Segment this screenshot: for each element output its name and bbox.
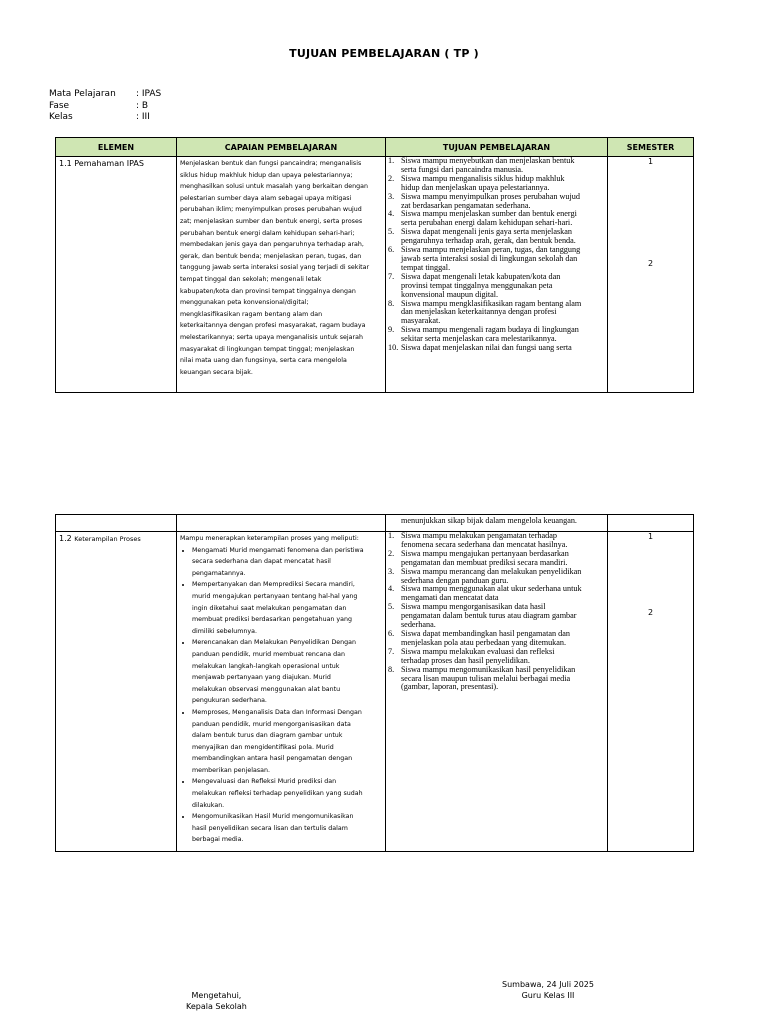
- capaian-line: membedakan jenis gaya dan pengaruhnya terhadap arah,: [180, 241, 364, 249]
- capaian-line: tanggung jawab serta interaksi sosial yang terjadi di sekitar: [180, 264, 370, 272]
- header-tujuan: TUJUAN PEMBELAJARAN: [386, 138, 608, 157]
- capaian-line: • Merencanakan dan Melakukan Penyelidikan Dengan: [192, 639, 357, 647]
- tujuan-cell: [386, 532, 608, 852]
- elemen-number: 1.2: [59, 534, 72, 543]
- objective-item: [388, 568, 605, 586]
- objective-line: pengamatan dan membuat prediksi secara mandiri.: [401, 557, 568, 567]
- capaian-line: membandingkan antara hasil pengamatan dengan: [192, 755, 353, 763]
- objective-line: sederhana.: [401, 620, 436, 630]
- objective-line: Siswa mampu mengenali ragam budaya di lingkungan: [401, 325, 579, 335]
- table-row: [56, 515, 694, 532]
- capaian-line: • Mengamati Murid mengamati fenomena dan peristiwa: [192, 546, 364, 554]
- objective-text: [401, 630, 605, 648]
- capaian-line: panduan pendidik, murid membuat rencana dan: [192, 650, 345, 658]
- capaian-line: mengklasifikasikan ragam bentang alam dan: [180, 310, 323, 318]
- objective-number: 4.: [388, 209, 395, 219]
- capaian-bullet: [192, 811, 382, 846]
- capaian-line: melestarikannya; serta upaya menganalisis untuk sejarah: [180, 333, 363, 341]
- objective-line: dan menjelaskan keterkaitannya dengan profesi: [401, 307, 557, 317]
- objective-number: 4.: [388, 584, 395, 594]
- elemen-cell: 1.1 Pemahaman IPAS: [56, 157, 177, 393]
- capaian-line: • Memproses, Menganalisis Data dan Informasi Dengan: [192, 708, 362, 716]
- capaian-cell: [177, 157, 386, 393]
- signature-line: Guru Kelas III: [521, 991, 575, 1000]
- objective-text: [401, 273, 605, 300]
- objective-number: 6.: [388, 628, 395, 638]
- capaian-line: gerak, dan bentuk benda; menjelaskan peran, tugas, dan: [180, 252, 362, 260]
- capaian-bullet: [192, 579, 382, 637]
- meta-class: [49, 112, 161, 124]
- objective-line: Siswa mampu menganalisis siklus hidup makhluk: [401, 173, 565, 183]
- signature-principal: [186, 990, 247, 1012]
- objective-text: [401, 344, 605, 353]
- capaian-intro: Mampu menerapkan keterampilan proses yang meliputi:: [180, 535, 359, 542]
- objective-number: 3.: [388, 191, 395, 201]
- capaian-line: nilai mata uang dan fungsinya, serta cara mengelola: [180, 357, 347, 365]
- objective-text: [401, 246, 605, 273]
- empty-cell: [177, 515, 386, 532]
- objective-text: [401, 157, 605, 175]
- objective-number: 8.: [388, 664, 395, 674]
- objective-text: [401, 326, 605, 344]
- objective-line: zat berdasarkan pengamatan sederhana.: [401, 200, 531, 210]
- meta-value: : B: [136, 100, 149, 111]
- capaian-line: perubahan iklim; menyimpulkan proses perubahan wujud: [180, 206, 362, 214]
- objective-line: hidup dan menjelaskan upaya pelestariannya.: [401, 182, 550, 192]
- objective-list: [388, 157, 605, 353]
- objective-line: terhadap proses dan hasil penyelidikan.: [401, 655, 530, 665]
- objective-line: Siswa mampu mengajukan pertanyaan berdasarkan: [401, 548, 569, 558]
- semester-value: 2: [647, 259, 654, 268]
- capaian-line: dilakukan.: [192, 801, 225, 809]
- objective-text: [401, 550, 605, 568]
- objective-line: Siswa mampu melakukan evaluasi dan refleksi: [401, 646, 555, 656]
- objective-line: Siswa dapat mengenali jenis gaya serta menjelaskan: [401, 227, 572, 237]
- capaian-line: dalam bentuk turus dan diagram gambar untuk: [192, 732, 343, 740]
- empty-cell: [608, 515, 694, 532]
- objective-line: sekitar serta menjelaskan cara melestarikannya.: [401, 334, 557, 344]
- objective-line: Siswa mampu menjelaskan sumber dan bentuk energi: [401, 209, 577, 219]
- capaian-line: • Mengomunikasikan Hasil Murid mengomunikasikan: [192, 813, 354, 821]
- objective-line: Siswa mampu menggunakan alat ukur sederhana untuk: [401, 584, 582, 594]
- objective-number: 3.: [388, 566, 395, 576]
- capaian-line: keterkaitannya dengan profesi masyarakat, ragam budaya: [180, 322, 366, 330]
- table-header-row: [56, 138, 694, 157]
- objective-item: [388, 228, 605, 246]
- capaian-line: dimiliki sebelumnya.: [192, 627, 258, 635]
- capaian-line: pengamatannya.: [192, 569, 246, 577]
- capaian-line: menyajikan dan mengidentifikasi pola. Murid: [192, 743, 334, 751]
- table-row: [56, 157, 694, 393]
- objective-line: fenomena secara sederhana dan mencatat hasilnya.: [401, 539, 568, 549]
- empty-cell: [56, 515, 177, 532]
- objective-line: tempat tinggal.: [401, 262, 451, 272]
- objective-text: [401, 648, 605, 666]
- meta-subject: [49, 89, 161, 101]
- objective-text: [401, 300, 605, 327]
- capaian-line: hasil penyelidikan secara lisan dan tertulis dalam: [192, 824, 348, 832]
- objective-line: Siswa mampu menjelaskan peran, tugas, dan tanggung: [401, 245, 581, 255]
- objective-line: masyarakat.: [401, 316, 441, 326]
- meta-label: Mata Pelajaran: [49, 89, 116, 99]
- page-gap: [0, 400, 768, 512]
- elemen-cell: [56, 532, 177, 852]
- objective-item: [388, 532, 605, 550]
- objective-line: secara lisan maupun tulisan melalui berbagai media: [401, 673, 571, 683]
- objective-number: 2.: [388, 548, 395, 558]
- objective-line: jawab serta interaksi sosial di lingkungan sekolah dan: [401, 253, 578, 263]
- objective-line: Siswa mampu mengorganisasikan data hasil: [401, 602, 546, 612]
- header-elemen: ELEMEN: [56, 138, 177, 157]
- learning-objectives-table: [55, 137, 694, 393]
- capaian-line: menghasilkan solusi untuk masalah yang berkaitan dengan: [180, 183, 368, 191]
- capaian-line: ingin diketahui saat melakukan pengamatan dan: [192, 604, 347, 612]
- objective-item: [388, 157, 605, 175]
- document-meta: [49, 89, 161, 124]
- objective-number: 8.: [388, 298, 395, 308]
- objective-line: Siswa dapat membandingkan hasil pengamatan dan: [401, 628, 570, 638]
- semester-value: 2: [647, 608, 654, 617]
- objective-item: [388, 175, 605, 193]
- signature-line: Mengetahui,: [191, 991, 242, 1000]
- objective-number: 9.: [388, 325, 395, 335]
- meta-value: : IPAS: [136, 89, 162, 99]
- objective-item: [388, 585, 605, 603]
- learning-objectives-table-continued: [55, 514, 694, 852]
- objective-item: [388, 550, 605, 568]
- semester-value: 1: [647, 157, 654, 166]
- objective-number: 7.: [388, 271, 395, 281]
- capaian-line: menjawab pertanyaan yang diajukan. Murid: [192, 674, 331, 682]
- objective-line: provinsi tempat tinggalnya menggunakan peta: [401, 280, 553, 290]
- objective-line: Siswa mampu mengomunikasikan hasil penyelidikan: [401, 664, 576, 674]
- objective-text: [401, 532, 605, 550]
- capaian-line: siklus hidup makhluk hidup dan upaya pelestariannya;: [180, 171, 353, 179]
- objective-item: [388, 326, 605, 344]
- objective-item: [388, 648, 605, 666]
- signature-line: Kepala Sekolah: [186, 1002, 247, 1011]
- signature-teacher: [496, 979, 600, 1001]
- objective-text: [401, 666, 605, 693]
- objective-number: 2.: [388, 173, 395, 183]
- objective-number: 7.: [388, 646, 395, 656]
- objective-line: pengaruhnya terhadap arah, gerak, dan bentuk benda.: [401, 236, 576, 246]
- meta-label: Kelas: [49, 112, 73, 122]
- meta-value: : III: [136, 112, 150, 122]
- objective-text: [401, 585, 605, 603]
- objective-number: 10.: [388, 343, 399, 353]
- objective-item: [388, 630, 605, 648]
- objective-text: [401, 228, 605, 246]
- tujuan-cell: [386, 157, 608, 393]
- objective-line: Siswa dapat menjelaskan nilai dan fungsi uang serta: [401, 343, 572, 353]
- capaian-line: Menjelaskan bentuk dan fungsi pancaindra; menganalisis: [180, 160, 362, 167]
- semester-cell: [608, 532, 694, 852]
- objective-line: mengamati dan mencatat data: [401, 593, 499, 603]
- semester-cell: [608, 157, 694, 393]
- objective-item: [388, 210, 605, 228]
- capaian-line: tempat tinggal dan sekolah; mengenali letak: [180, 275, 322, 283]
- objective-text: [401, 568, 605, 586]
- table-row: [56, 532, 694, 852]
- objective-item: [388, 246, 605, 273]
- capaian-line: memberikan penjelasan.: [192, 766, 270, 774]
- objective-number: 6.: [388, 245, 395, 255]
- objective-list: [388, 532, 605, 692]
- capaian-bullet: [192, 637, 382, 707]
- header-capaian: CAPAIAN PEMBELAJARAN: [177, 138, 386, 157]
- capaian-line: keuangan secara bijak.: [180, 368, 253, 376]
- objective-line: Siswa dapat mengenali letak kabupaten/kota dan: [401, 271, 561, 281]
- capaian-bullet: [192, 545, 382, 580]
- objective-line: Siswa mampu merancang dan melakukan penyelidikan: [401, 566, 582, 576]
- objective-text: [401, 175, 605, 193]
- objective-line: pengamatan dalam bentuk turus atau diagram gambar: [401, 611, 577, 621]
- objective-item: [388, 273, 605, 300]
- capaian-cell: [177, 532, 386, 852]
- objective-number: 1.: [388, 531, 395, 540]
- objective-line: Siswa mampu menyimpulkan proses perubahan wujud: [401, 191, 580, 201]
- capaian-bullet: [192, 776, 382, 811]
- objective-line: Siswa mampu menyebutkan dan menjelaskan bentuk: [401, 156, 575, 165]
- objective-line: menjelaskan pola atau perbedaan yang ditemukan.: [401, 637, 567, 647]
- objective-text: [401, 193, 605, 211]
- header-semester: SEMESTER: [608, 138, 694, 157]
- capaian-line: melakukan refleksi terhadap penyelidikan yang sudah: [192, 790, 363, 798]
- capaian-line: membuat prediksi berdasarkan pengetahuan yang: [192, 616, 352, 624]
- capaian-line: melakukan observasi menggunakan alat bantu: [192, 685, 341, 693]
- capaian-line: • Mengevaluasi dan Refleksi Murid prediksi dan: [192, 778, 337, 786]
- meta-label: Fase: [49, 100, 70, 111]
- capaian-line: pelestarian sumber daya alam sebagai upaya mitigasi: [180, 194, 352, 202]
- objective-line: konvensional maupun digital.: [401, 289, 499, 299]
- objective-line: (gambar, laporan, presentasi).: [401, 682, 499, 692]
- capaian-bullets: [180, 545, 382, 846]
- objective-item: [388, 193, 605, 211]
- objective-number: 5.: [388, 602, 395, 612]
- objective-text: [401, 603, 605, 630]
- capaian-bullet: [192, 707, 382, 777]
- capaian-line: menggunakan peta konvensional/digital;: [180, 299, 309, 307]
- capaian-line: berbagai media.: [192, 836, 244, 844]
- objective-number: 5.: [388, 227, 395, 237]
- capaian-line: zat; menjelaskan sumber dan bentuk energi, serta proses: [180, 217, 363, 225]
- objective-number: 1.: [388, 156, 395, 165]
- objective-line: serta fungsi dari pancaindra manusia.: [401, 164, 524, 174]
- page-title: TUJUAN PEMBELAJARAN ( TP ): [289, 47, 479, 60]
- capaian-line: perubahan bentuk energi dalam kehidupan sehari-hari;: [180, 229, 355, 237]
- capaian-line: masyarakat di lingkungan tempat tinggal; menjelaskan: [180, 345, 355, 353]
- signature-line: Sumbawa, 24 Juli 2025: [502, 980, 594, 989]
- objective-item: [388, 666, 605, 693]
- elemen-label: Keterampilan Proses: [74, 535, 141, 543]
- capaian-line: murid mengajukan pertanyaan tentang hal-hal yang: [192, 592, 358, 600]
- objective-line: Siswa mampu mengklasifikasikan ragam bentang alam: [401, 298, 582, 308]
- continuation-cell: menunjukkan sikap bijak dalam mengelola keuangan.: [386, 515, 608, 532]
- objective-line: sederhana dengan panduan guru.: [401, 575, 509, 585]
- objective-item: [388, 603, 605, 630]
- semester-value: 1: [647, 532, 654, 541]
- meta-phase: [49, 101, 161, 113]
- objective-item: [388, 344, 605, 353]
- objective-text: [401, 210, 605, 228]
- capaian-line: pengukuran sederhana.: [192, 697, 267, 705]
- capaian-line: panduan pendidik, murid mengorganisasikan data: [192, 720, 351, 728]
- capaian-line: • Mempertanyakan dan Memprediksi Secara mandiri,: [192, 581, 355, 589]
- objective-item: [388, 300, 605, 327]
- objective-line: Siswa mampu melakukan pengamatan terhadap: [401, 531, 557, 540]
- objective-line: serta perubahan energi dalam kehidupan sehari-hari.: [401, 218, 573, 228]
- capaian-line: kabupaten/kota dan provinsi tempat tinggalnya dengan: [180, 287, 356, 295]
- capaian-line: secara sederhana dan dapat mencatat hasil: [192, 558, 331, 566]
- capaian-line: melakukan langkah-langkah operasional untuk: [192, 662, 340, 670]
